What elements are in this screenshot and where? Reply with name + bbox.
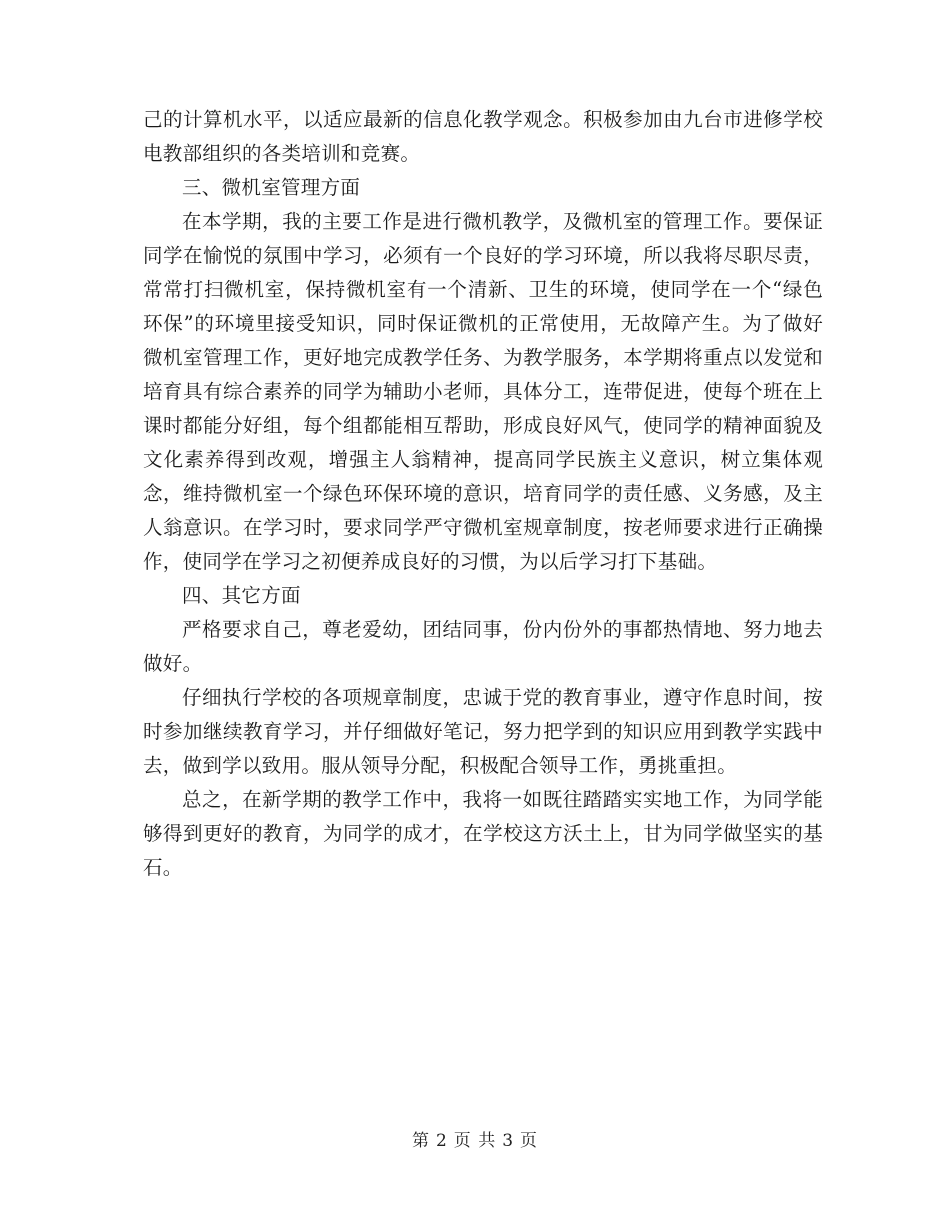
footer-total-pages: 3 bbox=[502, 1131, 515, 1151]
paragraph-continuation: 己的计算机水平，以适应最新的信息化教学观念。积极参加由九台市进修学校电教部组织的各类培训和竞赛。 bbox=[143, 108, 823, 165]
page-footer bbox=[0, 1126, 950, 1151]
footer-suffix: 页 bbox=[520, 1131, 539, 1151]
paragraph-self-discipline: 严格要求自己，尊老爱幼，团结同事，份内份外的事都热情地、努力地去做好。 bbox=[143, 618, 823, 675]
paragraph-computer-room-management: 在本学期，我的主要工作是进行微机教学，及微机室的管理工作。要保证同学在愉悦的氛围中学习，必须有一个良好的学习环境，所以我将尽职尽责，常常打扫微机室，保持微机室有一个清新、卫生的环境，使同学在一个“绿色环保”的环境里接受知识，同时保证微机的正常使用，无故障产生。为了做好微机室管理工作，更好地完成教学任务、为教学服务，本学期将重点以发觉和培育具有综合素养的同学为辅助小老师，具体分工，连带促进，使每个班在上课时都能分好组，每个组都能相互帮助，形成良好风气，使同学的精神面貌及文化素养得到改观，增强主人翁精神，提高同学民族主义意识，树立集体观念，维持微机室一个绿色环保环境的意识，培育同学的责任感、义务感，及主人翁意识。在学习时，要求同学严守微机室规章制度，按老师要求进行正确操作，使同学在学习之初便养成良好的习惯，为以后学习打下基础。 bbox=[143, 210, 823, 573]
footer-middle: 页 共 bbox=[453, 1131, 497, 1151]
footer-prefix: 第 bbox=[411, 1131, 430, 1151]
section-heading-other-aspects: 四、其它方面 bbox=[182, 584, 301, 607]
footer-current-page: 2 bbox=[435, 1131, 448, 1151]
section-heading-computer-room: 三、微机室管理方面 bbox=[182, 176, 361, 199]
paragraph-conclusion: 总之，在新学期的教学工作中，我将一如既往踏踏实实地工作，为同学能够得到更好的教育，为同学的成才，在学校这方沃土上，甘为同学做坚实的基石。 bbox=[143, 788, 823, 879]
document-body bbox=[143, 103, 823, 885]
paragraph-school-rules: 仔细执行学校的各项规章制度，忠诚于党的教育事业，遵守作息时间，按时参加继续教育学习，并仔细做好笔记，努力把学到的知识应用到教学实践中去，做到学以致用。服从领导分配，积极配合领导工作，勇挑重担。 bbox=[143, 686, 823, 777]
